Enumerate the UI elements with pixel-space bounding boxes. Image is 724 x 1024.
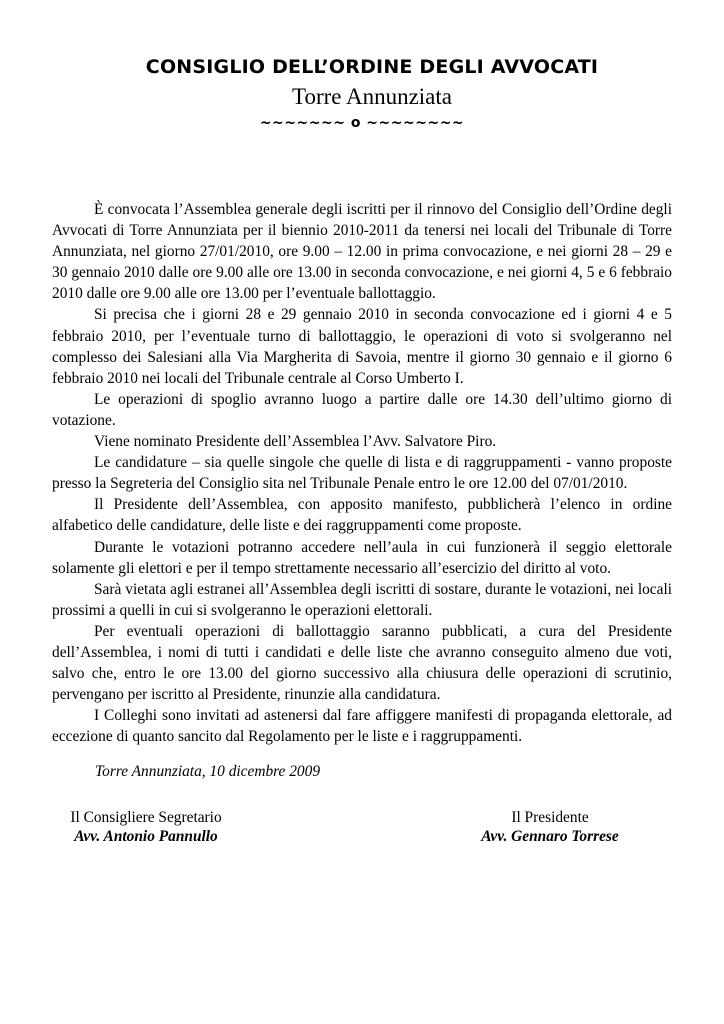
- signature-name: Avv. Gennaro Torrese: [481, 828, 619, 845]
- signature-name: Avv. Antonio Pannullo: [74, 828, 218, 845]
- paragraph: Le candidature – sia quelle singole che quelle di lista e di raggruppamenti - vanno proposte presso la Segreteria del Consiglio sita nel Tribunale Penale entro le ore 12.00 del 07/01/2010.: [52, 454, 672, 493]
- paragraph: Viene nominato Presidente dell’Assemblea l’Avv. Salvatore Piro.: [94, 433, 497, 451]
- paragraph: Sarà vietata agli estranei all’Assemblea degli iscritti di sostare, durante le votazioni, nei locali prossimi a quelli in cui si svolgeranno le operazioni elettorali.: [52, 580, 672, 619]
- document-body: [52, 199, 672, 747]
- document-city: Torre Annunziata: [292, 84, 452, 109]
- header-ornament: ~~~~~~~ o ~~~~~~~~: [259, 115, 465, 131]
- signature-role: Il Presidente: [511, 809, 589, 826]
- paragraph: Per eventuali operazioni di ballottaggio saranno pubblicati, a cura del Presidente dell’Assemblea, i nomi di tutti i candidati e delle liste che avranno conseguito almeno due voti, salvo che, entro le ore 13.00 del giorno successivo alla chiusura delle operazioni di scrutinio, pervengano per iscritto al Presidente, rinunzie alla candidatura.: [52, 622, 672, 704]
- paragraph: Il Presidente dell’Assemblea, con apposito manifesto, pubblicherà l’elenco in ordine alfabetico delle candidature, delle liste e dei raggruppamenti come proposte.: [52, 496, 672, 535]
- document-title: CONSIGLIO DELL’ORDINE DEGLI AVVOCATI: [145, 56, 599, 78]
- paragraph: Durante le votazioni potranno accedere nell’aula in cui funzionerà il seggio elettorale solamente gli elettori e per il tempo strettamente necessario all’esercizio del diritto al voto.: [52, 538, 672, 577]
- signature-president: [468, 808, 632, 846]
- paragraph: Le operazioni di spoglio avranno luogo a partire dalle ore 14.30 dell’ultimo giorno di votazione.: [52, 390, 672, 429]
- paragraph: Si precisa che i giorni 28 e 29 gennaio 2010 in seconda convocazione ed i giorni 4 e 5 febbraio 2010, per l’eventuale turno di ballottaggio, le operazioni di voto si svolgeranno nel complesso dei Salesiani alla Via Margherita di Savoia, mentre il giorno 30 gennaio e il giorno 6 febbraio 2010 nei locali del Tribunale centrale al Corso Umberto I.: [52, 306, 672, 387]
- signature-role: Il Consigliere Segretario: [70, 809, 222, 826]
- date-line: Torre Annunziata, 10 dicembre 2009: [95, 763, 321, 780]
- paragraph: I Colleghi sono invitati ad astenersi dal fare affiggere manifesti di propaganda elettorale, ad eccezione di quanto sancito dal Regolamento per le liste e i raggruppamenti.: [52, 707, 672, 746]
- paragraph: È convocata l’Assemblea generale degli iscritti per il rinnovo del Consiglio dell’Ordine degli Avvocati di Torre Annunziata per il biennio 2010-2011 da tenersi nei locali del Tribunale di Torre Annunziata, nel giorno 27/01/2010, ore 9.00 – 12.00 in prima convocazione, e nei giorni 28 – 29 e 30 gennaio 2010 dalle ore 9.00 alle ore 13.00 in seconda convocazione, e nei giorni 4, 5 e 6 febbraio 2010 dalle ore 9.00 alle ore 13.00 per l’eventuale ballottaggio.: [52, 201, 672, 303]
- signature-secretary: [56, 808, 236, 846]
